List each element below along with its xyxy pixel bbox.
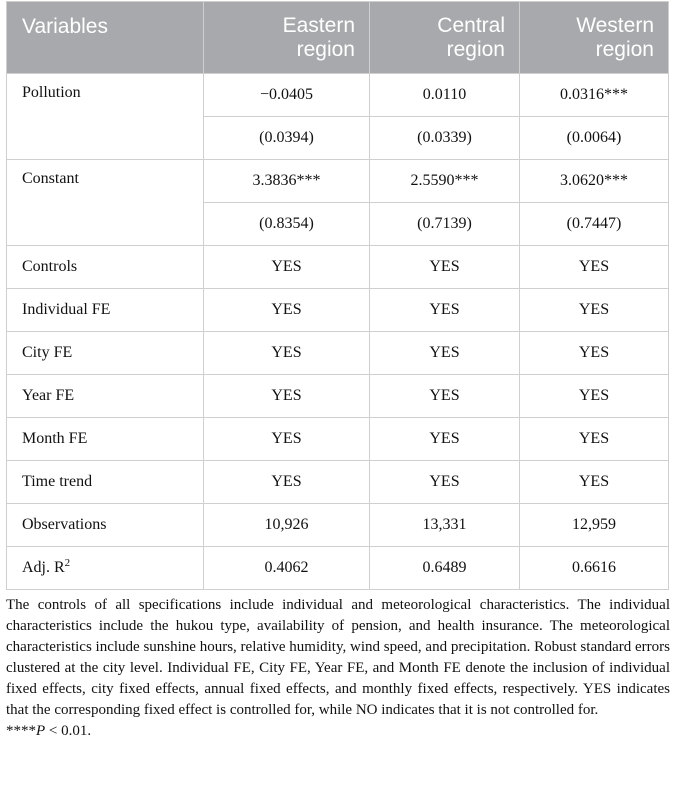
cell-central: YES (370, 418, 520, 461)
cell-central: YES (370, 375, 520, 418)
header-central-region: Central region (370, 2, 520, 74)
pollution-se-central: (0.0339) (370, 117, 520, 160)
constant-se-eastern: (0.8354) (204, 203, 370, 246)
row-label-constant: Constant (7, 160, 204, 246)
cell-central: YES (370, 461, 520, 504)
cell-western: YES (520, 418, 669, 461)
table-notes (6, 595, 670, 742)
notes-text: The controls of all specifications include individual and meteorological characteristics. The individual characteristics include the hukou type, availability of pension, and health insurance. The meteorological characteristics include sunshine hours, relative humidity, wind speed, and precipitation. Robust standard errors clustered at the city level. Individual FE, City FE, Year FE, and Month FE denote the inclusion of individual fixed effects, city fixed effects, annual fixed effects, and monthly fixed effects, respectively. YES indicates that the corresponding fixed effect is controlled for, while NO indicates that it is not controlled for. (6, 597, 670, 718)
regression-table (6, 1, 669, 590)
cell-central: 13,331 (370, 504, 520, 547)
row-label: Time trend (7, 461, 204, 504)
row-label: Controls (7, 246, 204, 289)
pollution-se-western: (0.0064) (520, 117, 669, 160)
table-row-controls (7, 246, 669, 289)
table-row-adj-r2 (7, 547, 669, 590)
row-label: Month FE (7, 418, 204, 461)
table-row-constant (7, 160, 669, 203)
cell-eastern: YES (204, 375, 370, 418)
pollution-coef-western: 0.0316*** (520, 74, 669, 117)
header-eastern-region: Eastern region (204, 2, 370, 74)
header-variables: Variables (7, 2, 204, 74)
header-row (7, 2, 669, 74)
constant-coef-eastern: 3.3836*** (204, 160, 370, 203)
cell-eastern: 10,926 (204, 504, 370, 547)
cell-western: YES (520, 246, 669, 289)
row-label-adj-r2: Adj. $R^2$ (7, 547, 204, 590)
constant-se-western: (0.7447) (520, 203, 669, 246)
row-label: Year FE (7, 375, 204, 418)
row-label-pollution: Pollution (7, 74, 204, 160)
pvalue-note: ****P < 0.01. (6, 723, 92, 739)
table-row-city-fe (7, 332, 669, 375)
constant-se-central: (0.7139) (370, 203, 520, 246)
cell-western: 0.6616 (520, 547, 669, 590)
cell-central: YES (370, 246, 520, 289)
cell-western: YES (520, 461, 669, 504)
cell-central: YES (370, 332, 520, 375)
row-label: Individual FE (7, 289, 204, 332)
pollution-coef-eastern: −0.0405 (204, 74, 370, 117)
table-row-observations (7, 504, 669, 547)
constant-coef-central: 2.5590*** (370, 160, 520, 203)
table-row-pollution (7, 74, 669, 117)
cell-eastern: YES (204, 418, 370, 461)
cell-eastern: YES (204, 332, 370, 375)
cell-western: 12,959 (520, 504, 669, 547)
constant-coef-western: 3.0620*** (520, 160, 669, 203)
cell-eastern: YES (204, 461, 370, 504)
superscript: 2 (64, 557, 71, 569)
row-label: Observations (7, 504, 204, 547)
header-western-region: Western region (520, 2, 669, 74)
table-row-individual-fe (7, 289, 669, 332)
cell-central: YES (370, 289, 520, 332)
cell-western: YES (520, 375, 669, 418)
cell-western: YES (520, 289, 669, 332)
cell-eastern: YES (204, 246, 370, 289)
cell-central: 0.6489 (370, 547, 520, 590)
table-row-month-fe (7, 418, 669, 461)
cell-eastern: YES (204, 289, 370, 332)
row-label: City FE (7, 332, 204, 375)
cell-western: YES (520, 332, 669, 375)
cell-eastern: 0.4062 (204, 547, 370, 590)
pollution-se-eastern: (0.0394) (204, 117, 370, 160)
table-row-year-fe (7, 375, 669, 418)
table-row-time-trend (7, 461, 669, 504)
pollution-coef-central: 0.0110 (370, 74, 520, 117)
